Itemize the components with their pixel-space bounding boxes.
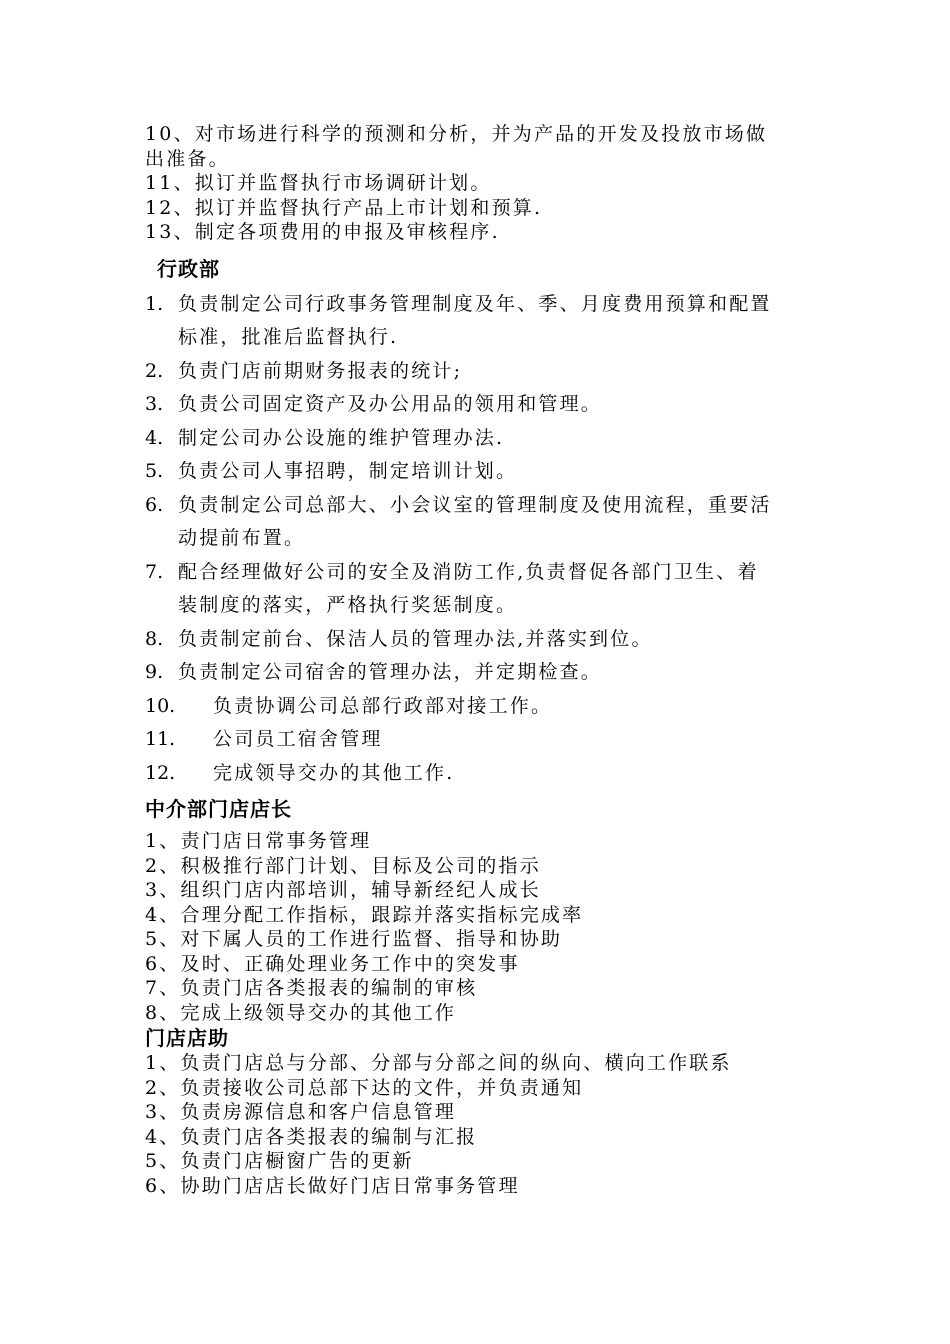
list-item: 5、对下属人员的工作进行监督、指导和协助 [145,928,563,950]
store-assistant-heading: 门店店助 [145,1026,229,1050]
list-item [145,723,825,757]
item-text: 完成领导交办的其他工作. [213,761,455,784]
intro-line: 出准备。 [145,147,230,170]
list-item: 7、负责门店各类报表的编制的审核 [145,977,478,999]
intro-list [145,122,825,245]
item-text: 配合经理做好公司的安全及消防工作,负责督促各部门卫生、着 [178,560,759,583]
item-text-cont: 动提前布置。 [178,527,306,549]
intro-line: 13、制定各项费用的申报及审核程序. [145,221,500,243]
item-text-cont: 装制度的落实，严格执行奖惩制度。 [178,594,518,616]
list-item: 4、合理分配工作指标，跟踪并落实指标完成率 [145,903,584,926]
store-manager-list [145,829,825,1025]
item-text: 负责制定公司行政事务管理制度及年、季、月度费用预算和配置 [178,292,772,315]
list-item: 1、责门店日常事务管理 [145,830,372,852]
list-item: 4、负责门店各类报表的编制与汇报 [145,1125,478,1148]
store-assistant-list [145,1051,825,1198]
item-text: 负责公司固定资产及办公用品的领用和管理。 [178,393,603,415]
list-item [145,757,825,791]
list-item: 2、积极推行部门计划、目标及公司的指示 [145,854,541,877]
item-number: 12. [145,761,176,784]
item-number: 2. [145,359,164,382]
item-number: 1. [145,292,164,315]
list-item [145,656,825,690]
item-text: 负责制定公司总部大、小会议室的管理制度及使用流程，重要活 [178,493,772,516]
item-text: 制定公司办公设施的维护管理办法. [178,426,505,449]
admin-list [145,288,825,791]
list-item: 8、完成上级领导交办的其他工作 [145,1001,457,1024]
item-text: 负责门店前期财务报表的统计; [178,359,463,382]
list-item: 5、负责门店橱窗广告的更新 [145,1150,414,1172]
item-number: 4. [145,426,164,449]
list-item [145,355,825,389]
list-item: 6、协助门店店长做好门店日常事务管理 [145,1174,520,1197]
item-number: 5. [145,460,164,482]
intro-line: 11、拟订并监督执行市场调研计划。 [145,172,492,194]
list-item [145,288,825,355]
store-manager-heading: 中介部门店店长 [145,797,292,821]
item-number: 6. [145,493,164,516]
list-item: 3、负责房源信息和客户信息管理 [145,1101,457,1123]
list-item [145,556,825,623]
list-item [145,690,825,724]
item-number: 9. [145,661,164,683]
item-text: 负责协调公司总部行政部对接工作。 [213,694,553,717]
list-item [145,489,825,556]
list-item: 6、及时、正确处理业务工作中的突发事 [145,952,520,975]
document-page [145,122,825,1198]
item-text: 公司员工宿舍管理 [213,728,383,750]
item-number: 10. [145,694,176,717]
item-number: 7. [145,560,164,583]
item-number: 3. [145,393,164,415]
list-item [145,623,825,657]
list-item [145,422,825,456]
admin-heading: 行政部 [157,256,220,281]
list-item: 1、负责门店总与分部、分部与分部之间的纵向、横向工作联系 [145,1052,732,1074]
list-item: 2、负责接收公司总部下达的文件，并负责通知 [145,1076,584,1099]
list-item [145,388,825,422]
list-item: 3、组织门店内部培训，辅导新经纪人成长 [145,879,541,901]
item-number: 11. [145,728,176,750]
item-text-cont: 标准，批准后监督执行. [178,326,399,348]
intro-line: 12、拟订并监督执行产品上市计划和预算. [145,196,543,219]
item-text: 负责制定前台、保洁人员的管理办法,并落实到位。 [178,627,653,650]
list-item [145,455,825,489]
item-number: 8. [145,627,164,650]
item-text: 负责制定公司宿舍的管理办法，并定期检查。 [178,661,603,683]
item-text: 负责公司人事招聘，制定培训计划。 [178,460,518,482]
intro-line: 10、对市场进行科学的预测和分析，并为产品的开发及投放市场做 [145,123,768,145]
